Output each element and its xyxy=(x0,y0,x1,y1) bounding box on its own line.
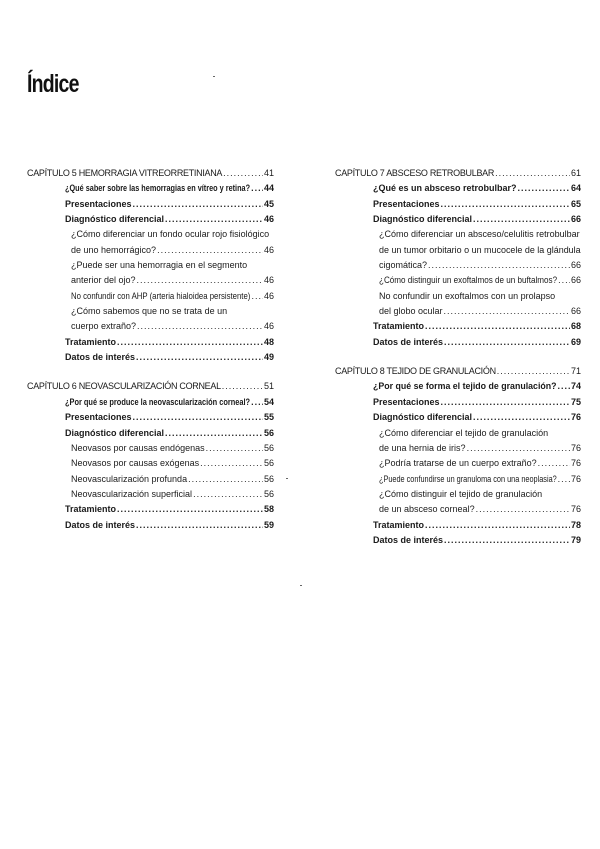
toc-page-number: 58 xyxy=(263,504,274,515)
toc-page-number: 56 xyxy=(263,458,274,469)
toc-page-number: 76 xyxy=(570,442,581,453)
dot-leader xyxy=(251,181,263,196)
toc-chapter-heading xyxy=(27,166,274,181)
toc-chapter-heading xyxy=(335,166,581,181)
toc-subsection-entry xyxy=(335,441,581,456)
toc-page-number: 76 xyxy=(570,412,581,423)
toc-entry-text: Presentaciones xyxy=(373,396,440,407)
toc-entry-text: Tratamiento xyxy=(65,504,117,515)
toc-page-number: 59 xyxy=(263,519,274,530)
toc-section-entry xyxy=(27,212,274,227)
toc-entry-text: CAPÍTULO 5 HEMORRAGIA VITREORRETINIANA xyxy=(27,168,223,178)
dot-leader xyxy=(473,212,570,227)
dot-leader xyxy=(473,410,570,425)
toc-entry-text: CAPÍTULO 7 ABSCESO RETROBULBAR xyxy=(335,168,495,178)
toc-entry-text: Neovascularización profunda xyxy=(71,473,188,484)
toc-section-entry xyxy=(27,426,274,441)
toc-entry-text: Neovascularización superficial xyxy=(71,488,193,499)
toc-page-number: 44 xyxy=(263,183,274,194)
toc-entry-text: ¿Cómo diferenciar un absceso/celulitis retrobulbar xyxy=(379,229,580,240)
toc-entry-text: No confundir con AHP (arteria hialoidea persistente) xyxy=(71,290,251,301)
toc-section-entry xyxy=(27,335,274,350)
toc-page-number: 46 xyxy=(263,275,274,286)
toc-entry-text: Diagnóstico diferencial xyxy=(65,214,165,225)
toc-subsection-entry xyxy=(335,273,581,288)
toc-chapter-heading xyxy=(335,364,581,379)
page-title: Índice xyxy=(27,70,79,98)
toc-entry-text: cuerpo extraño? xyxy=(71,321,137,332)
toc-subsection-entry xyxy=(335,426,581,441)
toc-section-entry xyxy=(27,350,274,365)
toc-subsection-entry xyxy=(27,472,274,487)
toc-section-entry xyxy=(335,212,581,227)
toc-subsection-entry xyxy=(27,456,274,471)
toc-page-number: 46 xyxy=(263,321,274,332)
toc-entry-text: ¿Qué saber sobre las hemorragias en vítreo y retina? xyxy=(65,183,251,194)
toc-subsection-entry xyxy=(335,472,581,487)
toc-page-number: 56 xyxy=(263,427,274,438)
scan-speck xyxy=(300,585,302,586)
toc-page-number: 75 xyxy=(570,396,581,407)
toc-entry-text: ¿Cómo distinguir un exoftalmos de un buftalmos? xyxy=(379,275,558,286)
toc-section-entry xyxy=(27,395,274,410)
toc-subsection-entry xyxy=(335,502,581,517)
dot-leader xyxy=(133,197,263,212)
toc-entry-text: cigomática? xyxy=(379,260,428,271)
toc-page-number: 76 xyxy=(570,458,581,469)
toc-entry-text: CAPÍTULO 8 TEJIDO DE GRANULACIÓN xyxy=(335,366,496,377)
toc-entry-text: CAPÍTULO 6 NEOVASCULARIZACIÓN CORNEAL xyxy=(27,381,221,392)
toc-entry-text: Presentaciones xyxy=(65,198,132,209)
toc-subsection-entry xyxy=(27,304,274,319)
dot-leader xyxy=(165,212,263,227)
dot-leader xyxy=(495,166,570,181)
toc-page-number: 68 xyxy=(570,321,581,332)
dot-leader xyxy=(133,410,263,425)
toc-subsection-entry xyxy=(27,319,274,334)
toc-entry-text: de una hernia de iris? xyxy=(379,442,466,453)
toc-entry-text: ¿Por qué se produce la neovascularización corneal? xyxy=(65,396,251,407)
toc-entry-text: Tratamiento xyxy=(373,321,425,332)
toc-page-number: 66 xyxy=(570,275,581,286)
toc-page-number: 76 xyxy=(570,473,581,484)
dot-leader xyxy=(558,472,570,487)
toc-subsection-entry xyxy=(27,487,274,502)
toc-entry-text: ¿Qué es un absceso retrobulbar? xyxy=(373,183,517,194)
dot-leader xyxy=(222,379,263,394)
toc-section-entry xyxy=(335,197,581,212)
toc-subsection-entry xyxy=(27,243,274,258)
toc-entry-text: ¿Cómo distinguir el tejido de granulación xyxy=(379,488,543,499)
toc-entry-text: Presentaciones xyxy=(65,412,132,423)
toc-entry-text: ¿Cómo sabemos que no se trata de un xyxy=(71,306,228,317)
toc-column-right xyxy=(335,166,581,562)
toc-entry-text: ¿Podría tratarse de un cuerpo extraño? xyxy=(379,458,537,469)
toc-page-number: 45 xyxy=(263,198,274,209)
dot-leader xyxy=(444,304,570,319)
scan-speck xyxy=(213,76,215,77)
toc-entry-text: No confundir un exoftalmos con un prolapso xyxy=(379,290,556,301)
toc-page-number: 61 xyxy=(570,168,581,178)
toc-page-number: 54 xyxy=(263,396,274,407)
toc-chapter xyxy=(335,166,581,350)
toc-page-number: 56 xyxy=(263,488,274,499)
toc-section-entry xyxy=(335,533,581,548)
toc-entry-text: Presentaciones xyxy=(373,198,440,209)
toc-entry-text: Datos de interés xyxy=(65,519,136,530)
toc-entry-text: ¿Cómo diferenciar el tejido de granulación xyxy=(379,427,549,438)
dot-leader xyxy=(441,395,570,410)
dot-leader xyxy=(558,379,570,394)
dot-leader xyxy=(136,518,263,533)
dot-leader xyxy=(157,243,263,258)
toc-section-entry xyxy=(335,410,581,425)
toc-section-entry xyxy=(335,181,581,196)
toc-subsection-entry xyxy=(27,227,274,242)
toc-section-entry xyxy=(27,410,274,425)
toc-section-entry xyxy=(335,335,581,350)
toc-page-number: 55 xyxy=(263,412,274,423)
toc-column-left xyxy=(27,166,274,547)
toc-page-number: 66 xyxy=(570,260,581,271)
toc-page-number: 51 xyxy=(263,381,274,392)
toc-section-entry xyxy=(27,181,274,196)
toc-entry-text: Datos de interés xyxy=(373,534,444,545)
toc-entry-text: Tratamiento xyxy=(373,519,425,530)
toc-subsection-entry xyxy=(335,289,581,304)
toc-page-number: 65 xyxy=(570,198,581,209)
toc-section-entry xyxy=(335,518,581,533)
toc-chapter xyxy=(27,379,274,532)
toc-page-number: 46 xyxy=(263,244,274,255)
toc-entry-text: de uno hemorrágico? xyxy=(71,244,157,255)
toc-entry-text: del globo ocular xyxy=(379,306,443,317)
toc-entry-text: de un absceso corneal? xyxy=(379,504,475,515)
toc-subsection-entry xyxy=(335,258,581,273)
toc-section-entry xyxy=(27,502,274,517)
dot-leader xyxy=(117,502,263,517)
dot-leader xyxy=(200,456,263,471)
toc-section-entry xyxy=(335,319,581,334)
toc-subsection-entry xyxy=(335,456,581,471)
toc-entry-text: ¿Por qué se forma el tejido de granulación? xyxy=(373,381,557,392)
toc-page-number: 66 xyxy=(570,214,581,225)
dot-leader xyxy=(425,319,570,334)
toc-entry-text: Diagnóstico diferencial xyxy=(65,427,165,438)
dot-leader xyxy=(206,441,263,456)
dot-leader xyxy=(223,166,263,181)
dot-leader xyxy=(137,319,263,334)
toc-entry-text: Diagnóstico diferencial xyxy=(373,214,473,225)
toc-page-number: 48 xyxy=(263,336,274,347)
toc-page-number: 78 xyxy=(570,519,581,530)
dot-leader xyxy=(444,335,570,350)
toc-entry-text: Neovasos por causas exógenas xyxy=(71,458,200,469)
toc-section-entry xyxy=(27,197,274,212)
toc-page-number: 41 xyxy=(263,168,274,178)
toc-section-entry xyxy=(335,395,581,410)
scan-speck xyxy=(286,478,288,479)
dot-leader xyxy=(251,395,263,410)
toc-entry-text: Diagnóstico diferencial xyxy=(373,412,473,423)
dot-leader xyxy=(444,533,570,548)
toc-entry-text: Datos de interés xyxy=(373,336,444,347)
dot-leader xyxy=(117,335,263,350)
dot-leader xyxy=(476,502,570,517)
toc-page-number: 76 xyxy=(570,504,581,515)
toc-page-number: 71 xyxy=(570,366,581,377)
toc-subsection-entry xyxy=(27,441,274,456)
toc-entry-text: ¿Cómo diferenciar un fondo ocular rojo fisiológico xyxy=(71,229,270,240)
toc-page-number: 79 xyxy=(570,534,581,545)
dot-leader xyxy=(497,364,570,379)
dot-leader xyxy=(558,273,570,288)
toc-entry-text: Datos de interés xyxy=(65,352,136,363)
toc-page-number: 56 xyxy=(263,442,274,453)
toc-subsection-entry xyxy=(335,304,581,319)
toc-subsection-entry xyxy=(27,289,274,304)
toc-page-number: 66 xyxy=(570,306,581,317)
toc-entry-text: anterior del ojo? xyxy=(71,275,136,286)
dot-leader xyxy=(165,426,263,441)
dot-leader xyxy=(538,456,570,471)
toc-section-entry xyxy=(27,518,274,533)
toc-entry-text: de un tumor orbitario o un mucocele de la glándula xyxy=(379,244,581,255)
dot-leader xyxy=(441,197,570,212)
toc-chapter xyxy=(27,166,274,365)
toc-subsection-entry xyxy=(27,258,274,273)
toc-entry-text: ¿Puede ser una hemorragia en el segmento xyxy=(71,260,248,271)
dot-leader xyxy=(518,181,570,196)
dot-leader xyxy=(251,289,263,304)
toc-subsection-entry xyxy=(335,227,581,242)
toc-chapter-heading xyxy=(27,379,274,394)
toc-subsection-entry xyxy=(335,243,581,258)
toc-subsection-entry xyxy=(27,273,274,288)
dot-leader xyxy=(136,350,263,365)
toc-page-number: 64 xyxy=(570,183,581,194)
toc-page-number: 49 xyxy=(263,352,274,363)
dot-leader xyxy=(137,273,263,288)
dot-leader xyxy=(425,518,570,533)
dot-leader xyxy=(467,441,570,456)
dot-leader xyxy=(428,258,570,273)
toc-page-number: 46 xyxy=(263,290,274,301)
toc-page-number: 69 xyxy=(570,336,581,347)
toc-page-number: 74 xyxy=(570,381,581,392)
toc-chapter xyxy=(335,364,581,548)
toc-entry-text: Neovasos por causas endógenas xyxy=(71,442,205,453)
toc-entry-text: Tratamiento xyxy=(65,336,117,347)
toc-page-number: 46 xyxy=(263,214,274,225)
dot-leader xyxy=(193,487,263,502)
toc-page-number: 56 xyxy=(263,473,274,484)
toc-section-entry xyxy=(335,379,581,394)
dot-leader xyxy=(188,472,263,487)
toc-entry-text: ¿Puede confundirse un granuloma con una neoplasia? xyxy=(379,473,557,484)
toc-subsection-entry xyxy=(335,487,581,502)
